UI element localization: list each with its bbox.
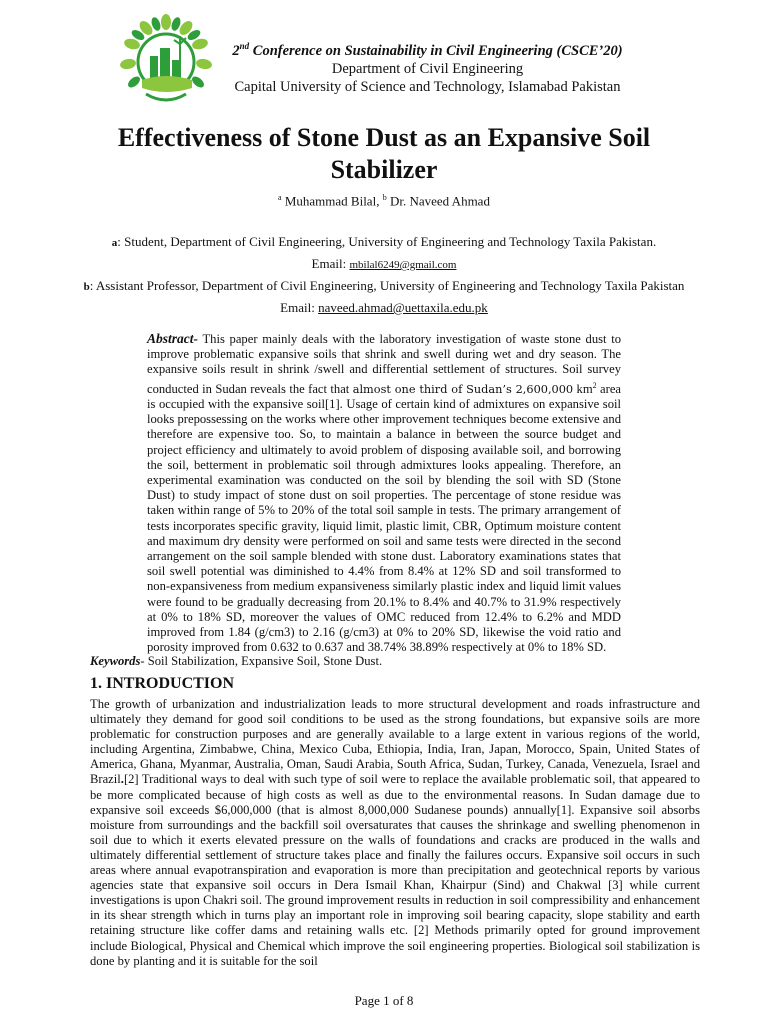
introduction-body: The growth of urbanization and industrialization leads to more structural development and roads infrastructure and ultimately they demand for good soil conditions to be used as the strong foundations, but expansive soils are more problematic for construction purposes and are generally available to a large extent in various regions of the world, including Argentina, Zimbabwe, China, Mexico Cuba, Ethiopia, India, Iran, Japan, Morocco, Spain, United States of America, Ghana, Myanmar, Australia, Oman, Saudi Arabia, South Africa, Sudan, Turkey, Canada, Venezuela, Israel and Brazil.[2] Traditional ways to deal with such type of soil were to replace the available problematic soil, that appeared to be more complicated because of high costs as well as due to the environmental reasons. In Sudan damage due to expansive soil exceeds $6,000,000 (that is almost 8,000,000 Sudanese pounds) annually[1]. Expansive soil absorbs moisture from surroundings and the backfill soil oversaturates that causes the shrinkage and swelling phenomenon in soil due to which it exerts elevated pressure on the walls of foundations and cracks are produced in the walls and ultimately differential settlement of structure takes place and finally the failures occurs. Expansive soil occurs in such areas where annual evapotranspiration and evaporation is more than precipitation and geotechnical reports by various agencies state that expansive soil occurs in Dera Ismail Khan, Khairpur (Sind) and Chakwal [3] while current investigations is upon Chakri soil. The ground improvement results in reduction in soil compressibility and enhancement in its shear strength which in turns play an important role in improving soil bearing capacity, slope stability and earth retaining structure like coffer dams and retaining walls etc. [2] Methods primarily opted for ground improvement include Biological, Physical and Chemical which improve the soil engineering properties. Biological soil stabilization is done by planting and it is suitable for the soil <box>90 697 700 968</box>
author-list: $^a$ Muhammad Bilal, $^b$ Dr. Naveed Ahmad <box>278 193 490 209</box>
affiliation-b: b: Assistant Professor, Department of Civil Engineering, University of Engineering and Technology Taxila Pakistan <box>83 278 685 293</box>
email-link-b[interactable]: naveed.ahmad@uettaxila.edu.pk <box>318 300 488 315</box>
section-heading-introduction: 1. INTRODUCTION <box>90 675 235 692</box>
keywords-label: Keywords <box>90 654 141 668</box>
keywords: Keywords- Soil Stabilization, Expansive Soil, Stone Dust. <box>90 654 383 668</box>
conference-header <box>205 37 650 96</box>
affiliation-b-email: Email: naveed.ahmad@uettaxila.edu.pk <box>280 300 488 315</box>
page-number: Page 1 of 8 <box>354 993 414 1008</box>
abstract-label: Abstract- <box>147 331 199 346</box>
conference-university: Capital University of Science and Technology, Islamabad Pakistan <box>234 78 621 95</box>
paper-title-line-1: Effectiveness of Stone Dust as an Expansive Soil <box>117 123 651 152</box>
email-link-a[interactable]: mbilal6249@gmail.com <box>349 259 457 271</box>
affiliation-a-email: Email: mbilal6249@gmail.com <box>311 256 457 271</box>
conference-logo-icon <box>120 14 212 106</box>
paper-title-line-2: Stabilizer <box>330 155 438 184</box>
abstract: Abstract- This paper mainly deals with the laboratory investigation of waste stone dust to improve problematic expansive soils that shrink and swell during wet and dry season. The expansive soils result in shrink /swell and differential settlement of structures. Soil survey conducted in Sudan reveals the fact that almost one third of Sudan’s 2,600,000 $km^2$ area is occupied with the expansive soil[1]. Usage of certain kind of admixtures on expansive soil looks prepossessing on the works where other improvement techniques become extensive and therefore are expensive too. So, to maintain a balance in between the source budget and project efficiency and ultimately to avoid problem of disposing available soil, and borrowing the soil, betterment in problematic soil through admixtures looks appealing. Therefore, an experimental examination was conducted on the soil by blending the soil with SD (Stone Dust) to study impact of stone dust on soil properties. The percentage of stone residue was taken within range of 5% to 20% of the total soil sample in tests. The primary arrangement of tests incorporates specific gravity, liquid limit, plastic limit, CBR, Optimum moisture content and maximum dry density were performed on soil and same tests were directed in the second arrangement on the soil sample blended with stone dust. Laboratory examinations states that soil swell potential was diminished to 4.4% from 8.4% at 12% SD and soil transformed to non-expansiveness from medium expansiveness similarly plastic index and liquid limit values were found to be gradually decreasing from 20.1% to 8.4% and 40.7% to 31.9% respectively at 0% to 18% SD, moreover the values of OMC reduced from 12.4% to 6.2% and MDD improved from 1.84 (g/cm3) to 2.16 (g/cm3) at 0% to 20% SD, likewise the void ratio and porosity improved from 0.632 to 0.637 and 38.74% 38.89% respectively at 0% to 18% SD. <box>147 331 621 655</box>
conference-name: 2nd Conference on Sustainability in Civil Engineering (CSCE’20) <box>232 41 623 59</box>
paper-title <box>60 122 708 186</box>
affiliation-a: a: Student, Department of Civil Engineering, University of Engineering and Technology Taxila Pakistan. <box>111 234 657 249</box>
conference-department: Department of Civil Engineering <box>331 60 524 77</box>
